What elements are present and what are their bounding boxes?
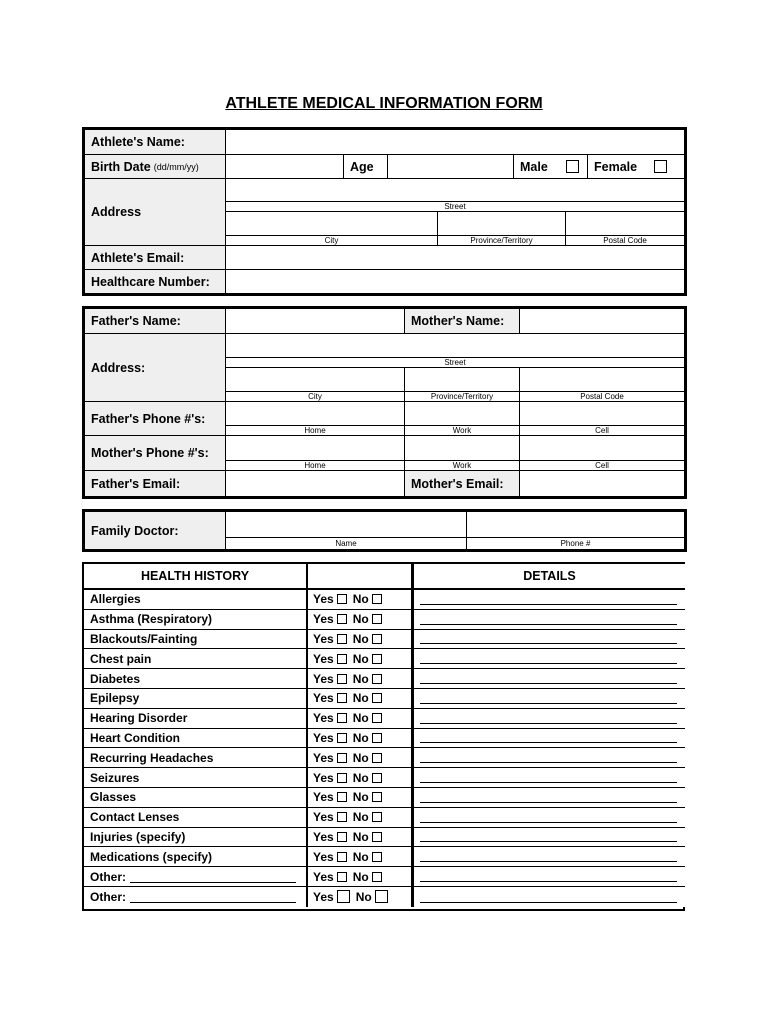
mother-home-caption: Home <box>226 460 405 471</box>
yes-checkbox[interactable] <box>337 852 347 862</box>
no-label: No <box>352 691 369 706</box>
health-row-label <box>84 729 308 749</box>
doctor-section <box>82 509 687 552</box>
no-checkbox[interactable] <box>372 812 382 822</box>
yes-label: Yes <box>313 730 334 745</box>
yes-label: Yes <box>313 612 334 627</box>
details-field[interactable] <box>414 828 685 848</box>
details-line <box>420 881 677 882</box>
health-row-label <box>84 630 308 650</box>
no-checkbox[interactable] <box>372 792 382 802</box>
yes-no-options <box>308 887 414 907</box>
health-row-label <box>84 768 308 788</box>
no-label: No <box>352 631 369 646</box>
health-condition-text: Hearing Disorder <box>90 711 188 726</box>
health-condition-text: Contact Lenses <box>90 810 180 825</box>
doctor-phone-field[interactable] <box>467 512 684 537</box>
mother-cell-caption: Cell <box>520 460 684 471</box>
father-name-field[interactable] <box>226 309 405 334</box>
birth-date-hint: (dd/mm/yy) <box>153 161 199 172</box>
details-field[interactable] <box>414 748 685 768</box>
parents-postal-caption: Postal Code <box>520 391 684 402</box>
province-caption: Province/Territory <box>438 235 566 246</box>
no-label: No <box>352 671 369 686</box>
athlete-email-field[interactable] <box>226 246 684 270</box>
details-field[interactable] <box>414 887 685 907</box>
yes-checkbox[interactable] <box>337 773 347 783</box>
father-cell-field[interactable] <box>520 402 684 425</box>
health-row-label <box>84 828 308 848</box>
yes-label: Yes <box>313 592 334 607</box>
other-specify-line[interactable] <box>130 870 296 883</box>
health-history-header: HEALTH HISTORY <box>84 564 308 590</box>
details-field[interactable] <box>414 808 685 828</box>
yes-label: Yes <box>313 750 334 765</box>
health-condition-text: Diabetes <box>90 671 141 686</box>
yes-checkbox[interactable] <box>337 812 347 822</box>
father-email-field[interactable] <box>226 471 405 496</box>
yes-no-header <box>308 564 414 590</box>
no-checkbox[interactable] <box>372 654 382 664</box>
city-caption: City <box>226 235 438 246</box>
athlete-address-label: Address <box>85 179 226 246</box>
athlete-email-label: Athlete's Email: <box>85 246 226 270</box>
yes-checkbox[interactable] <box>337 792 347 802</box>
father-name-label: Father's Name: <box>85 309 226 334</box>
city-field[interactable] <box>226 212 438 235</box>
yes-label: Yes <box>313 651 334 666</box>
form-title: ATHLETE MEDICAL INFORMATION FORM <box>225 95 543 112</box>
parents-city-field[interactable] <box>226 368 405 391</box>
healthcare-label: Healthcare Number: <box>85 270 226 293</box>
mother-work-caption: Work <box>405 460 520 471</box>
health-condition-text: Injuries (specify) <box>90 829 186 844</box>
health-condition-text: Blackouts/Fainting <box>90 631 198 646</box>
health-condition-text: Seizures <box>90 770 140 785</box>
health-row-label <box>84 887 308 907</box>
no-label: No <box>352 869 369 884</box>
mother-cell-field[interactable] <box>520 436 684 460</box>
street-caption: Street <box>226 201 684 212</box>
yes-checkbox[interactable] <box>337 654 347 664</box>
no-label: No <box>352 750 369 765</box>
yes-checkbox[interactable] <box>337 713 347 723</box>
no-checkbox[interactable] <box>372 594 382 604</box>
doctor-name-field[interactable] <box>226 512 467 537</box>
details-field[interactable] <box>414 709 685 729</box>
health-row-label <box>84 808 308 828</box>
yes-label: Yes <box>313 829 334 844</box>
yes-no-options <box>308 867 414 887</box>
yes-no-options <box>308 748 414 768</box>
yes-label: Yes <box>313 790 334 805</box>
health-row-label <box>84 590 308 610</box>
mother-phone-label: Mother's Phone #'s: <box>85 436 226 471</box>
health-condition-text: Asthma (Respiratory) <box>90 612 213 627</box>
male-option[interactable] <box>514 155 588 179</box>
health-condition-text: Chest pain <box>90 651 152 666</box>
details-line <box>420 902 677 903</box>
yes-checkbox[interactable] <box>337 614 347 624</box>
health-row-label <box>84 867 308 887</box>
no-label: No <box>352 612 369 627</box>
health-condition-text: Allergies <box>90 592 141 607</box>
details-line <box>420 822 677 823</box>
no-label: No <box>352 651 369 666</box>
details-line <box>420 683 677 684</box>
health-condition-text: Recurring Headaches <box>90 750 214 765</box>
details-line <box>420 742 677 743</box>
father-work-caption: Work <box>405 425 520 436</box>
mother-name-label: Mother's Name: <box>405 309 520 334</box>
yes-no-options <box>308 808 414 828</box>
male-checkbox[interactable] <box>566 160 579 173</box>
father-email-label: Father's Email: <box>85 471 226 496</box>
details-field[interactable] <box>414 689 685 709</box>
parents-street-field[interactable] <box>226 334 684 357</box>
health-condition-text: Other: <box>90 889 126 904</box>
health-row-label <box>84 649 308 669</box>
health-condition-text: Epilepsy <box>90 691 140 706</box>
parents-province-caption: Province/Territory <box>405 391 520 402</box>
details-line <box>420 663 677 664</box>
yes-no-options <box>308 610 414 630</box>
no-checkbox[interactable] <box>372 614 382 624</box>
yes-no-options <box>308 847 414 867</box>
details-line <box>420 643 677 644</box>
parents-address-label: Address: <box>85 334 226 402</box>
details-line <box>420 861 677 862</box>
yes-label: Yes <box>313 810 334 825</box>
father-work-field[interactable] <box>405 402 520 425</box>
postal-field[interactable] <box>566 212 684 235</box>
parents-section <box>82 306 687 499</box>
details-field[interactable] <box>414 768 685 788</box>
no-label: No <box>352 790 369 805</box>
yes-checkbox[interactable] <box>337 634 347 644</box>
yes-no-options <box>308 768 414 788</box>
no-label: No <box>352 770 369 785</box>
birth-date-text: Birth Date <box>91 159 151 174</box>
parents-province-field[interactable] <box>405 368 520 391</box>
age-label: Age <box>344 155 388 179</box>
details-line <box>420 723 677 724</box>
health-row-label <box>84 788 308 808</box>
details-field[interactable] <box>414 649 685 669</box>
health-condition-text: Heart Condition <box>90 730 180 745</box>
health-row-label <box>84 669 308 689</box>
yes-label: Yes <box>313 631 334 646</box>
female-label: Female <box>594 159 638 174</box>
other-specify-line[interactable] <box>130 890 296 903</box>
postal-caption: Postal Code <box>566 235 684 246</box>
health-row-label <box>84 847 308 867</box>
details-line <box>420 703 677 704</box>
yes-label: Yes <box>313 889 334 904</box>
mother-work-field[interactable] <box>405 436 520 460</box>
no-label: No <box>355 889 372 904</box>
no-checkbox[interactable] <box>375 890 388 903</box>
yes-checkbox[interactable] <box>337 872 347 882</box>
details-line <box>420 802 677 803</box>
yes-label: Yes <box>313 770 334 785</box>
father-phone-label: Father's Phone #'s: <box>85 402 226 436</box>
yes-label: Yes <box>313 849 334 864</box>
birth-date-label <box>85 155 226 179</box>
yes-no-options <box>308 630 414 650</box>
yes-label: Yes <box>313 671 334 686</box>
no-label: No <box>352 592 369 607</box>
parents-postal-field[interactable] <box>520 368 684 391</box>
health-condition-text: Medications (specify) <box>90 849 213 864</box>
yes-no-options <box>308 729 414 749</box>
no-checkbox[interactable] <box>372 832 382 842</box>
no-checkbox[interactable] <box>372 713 382 723</box>
no-checkbox[interactable] <box>372 852 382 862</box>
athlete-section <box>82 127 687 296</box>
details-header: DETAILS <box>414 564 685 590</box>
details-field[interactable] <box>414 847 685 867</box>
no-checkbox[interactable] <box>372 733 382 743</box>
no-label: No <box>352 849 369 864</box>
parents-city-caption: City <box>226 391 405 402</box>
no-checkbox[interactable] <box>372 634 382 644</box>
details-line <box>420 841 677 842</box>
yes-no-options <box>308 828 414 848</box>
athlete-name-label: Athlete's Name: <box>85 130 226 155</box>
health-row-label <box>84 748 308 768</box>
father-home-field[interactable] <box>226 402 405 425</box>
yes-no-options <box>308 689 414 709</box>
yes-no-options <box>308 709 414 729</box>
details-line <box>420 624 677 625</box>
yes-no-options <box>308 590 414 610</box>
province-field[interactable] <box>438 212 566 235</box>
female-option[interactable] <box>588 155 684 179</box>
yes-label: Yes <box>313 691 334 706</box>
male-label: Male <box>520 159 548 174</box>
details-field[interactable] <box>414 630 685 650</box>
no-label: No <box>352 810 369 825</box>
athlete-name-field[interactable] <box>226 130 684 155</box>
yes-checkbox[interactable] <box>337 693 347 703</box>
yes-no-options <box>308 669 414 689</box>
health-row-label <box>84 610 308 630</box>
no-checkbox[interactable] <box>372 773 382 783</box>
no-label: No <box>352 730 369 745</box>
father-home-caption: Home <box>226 425 405 436</box>
yes-checkbox[interactable] <box>337 890 350 903</box>
details-field[interactable] <box>414 590 685 610</box>
healthcare-field[interactable] <box>226 270 684 293</box>
details-field[interactable] <box>414 867 685 887</box>
details-line <box>420 762 677 763</box>
details-line <box>420 604 677 605</box>
parents-street-caption: Street <box>226 357 684 368</box>
health-row-label <box>84 709 308 729</box>
father-cell-caption: Cell <box>520 425 684 436</box>
yes-no-options <box>308 788 414 808</box>
mother-name-field[interactable] <box>520 309 684 334</box>
details-field[interactable] <box>414 729 685 749</box>
health-row-label <box>84 689 308 709</box>
details-line <box>420 782 677 783</box>
mother-home-field[interactable] <box>226 436 405 460</box>
doctor-name-caption: Name <box>226 537 467 549</box>
age-field[interactable] <box>388 155 514 179</box>
yes-checkbox[interactable] <box>337 832 347 842</box>
no-checkbox[interactable] <box>372 753 382 763</box>
mother-email-field[interactable] <box>520 471 684 496</box>
mother-email-label: Mother's Email: <box>405 471 520 496</box>
yes-no-options <box>308 649 414 669</box>
family-doctor-label: Family Doctor: <box>85 512 226 549</box>
street-field[interactable] <box>226 179 684 201</box>
details-field[interactable] <box>414 669 685 689</box>
no-label: No <box>352 829 369 844</box>
birth-date-field[interactable] <box>226 155 344 179</box>
yes-label: Yes <box>313 869 334 884</box>
no-checkbox[interactable] <box>372 674 382 684</box>
details-field[interactable] <box>414 610 685 630</box>
no-checkbox[interactable] <box>372 872 382 882</box>
no-label: No <box>352 711 369 726</box>
female-checkbox[interactable] <box>654 160 667 173</box>
details-field[interactable] <box>414 788 685 808</box>
health-condition-text: Glasses <box>90 790 137 805</box>
yes-checkbox[interactable] <box>337 733 347 743</box>
no-checkbox[interactable] <box>372 693 382 703</box>
yes-label: Yes <box>313 711 334 726</box>
yes-checkbox[interactable] <box>337 674 347 684</box>
yes-checkbox[interactable] <box>337 753 347 763</box>
doctor-phone-caption: Phone # <box>467 537 684 549</box>
health-history-section <box>82 562 685 911</box>
health-condition-text: Other: <box>90 869 126 884</box>
yes-checkbox[interactable] <box>337 594 347 604</box>
